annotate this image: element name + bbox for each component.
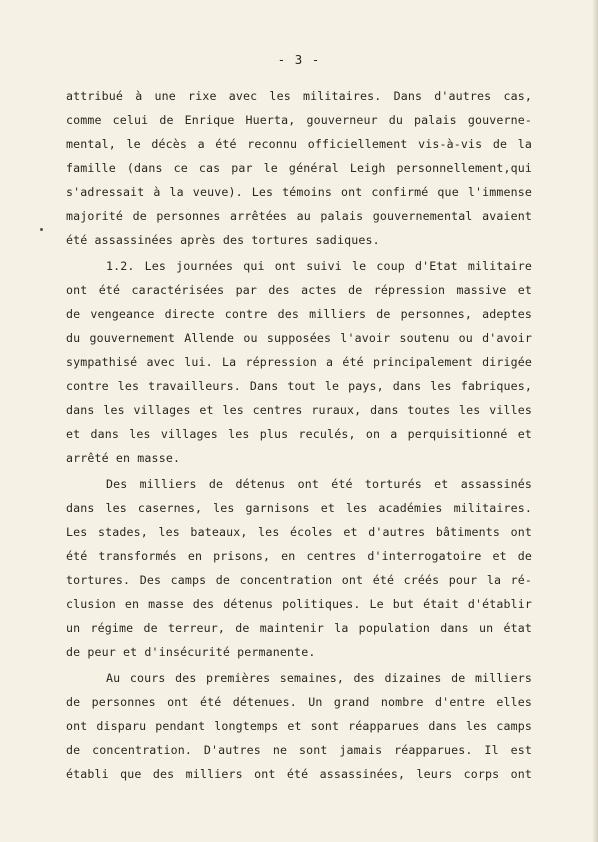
section-heading-line: 1.2. Les journées qui ont suivi le coup d'Etat militaire [106, 259, 532, 273]
page-edge-shadow [592, 0, 598, 842]
text-line: attribué à une rixe avec les militaires. Dans d'autres cas, [66, 89, 532, 103]
text-line: clusion en masse des détenus politiques. Le but était d'établir [66, 597, 532, 611]
text-line: ont disparu pendant longtemps et sont réapparues dans les camps [66, 719, 532, 733]
text-line: tortures. Des camps de concentration ont été créés pour la ré- [66, 573, 532, 587]
paragraph-start-line: Des milliers de détenus ont été torturés et assassinés [106, 477, 532, 491]
text-line: été assassinées après des tortures sadiques. [66, 233, 380, 247]
text-line: de concentration. D'autres ne sont jamais réapparues. Il est [66, 743, 532, 757]
text-line: de peur et d'insécurité permanente. [66, 645, 316, 659]
text-line: ont été caractérisées par des actes de répression massive et [66, 283, 532, 297]
text-line: famille (dans ce cas par le général Leigh personnellement,qui [66, 161, 532, 175]
text-line: contre les travailleurs. Dans tout le pays, dans les fabriques, [66, 379, 532, 393]
text-line: dans les casernes, les garnisons et les académies militaires. [66, 501, 532, 515]
text-line: s'adressait à la veuve). Les témoins ont confirmé que l'immense [66, 185, 532, 199]
text-line: et dans les villages les plus reculés, on a perquisitionné et [66, 427, 532, 441]
text-line: arrêté en masse. [66, 451, 181, 465]
text-line: de personnes ont été détenues. Un grand nombre d'entre elles [66, 695, 532, 709]
text-line: du gouvernement Allende ou supposées l'avoir soutenu ou d'avoir [66, 331, 532, 345]
text-line: dans les villages et les centres ruraux, dans toutes les villes [66, 403, 532, 417]
text-line: été transformés en prisons, en centres d'interrogatoire et de [66, 549, 532, 563]
paragraph-start-line: Au cours des premières semaines, des dizaines de milliers [106, 671, 532, 685]
text-line: sympathisé avec lui. La répression a été principalement dirigée [66, 355, 532, 369]
text-line: un régime de terreur, de maintenir la population dans un état [66, 621, 532, 635]
text-line: établi que des milliers ont été assassinées, leurs corps ont [66, 767, 532, 781]
page-number: - 3 - [277, 52, 321, 67]
text-line: Les stades, les bateaux, les écoles et d'autres bâtiments ont [66, 525, 532, 539]
text-line: de vengeance directe contre des milliers de personnes, adeptes [66, 307, 532, 321]
scan-speck [40, 228, 43, 231]
text-line: comme celui de Enrique Huerta, gouverneur du palais gouverne- [66, 113, 532, 127]
text-line: mental, le décès a été reconnu officiellement vis-à-vis de la [66, 137, 532, 151]
text-line: majorité de personnes arrêtées au palais gouvernemental avaient [66, 209, 532, 223]
